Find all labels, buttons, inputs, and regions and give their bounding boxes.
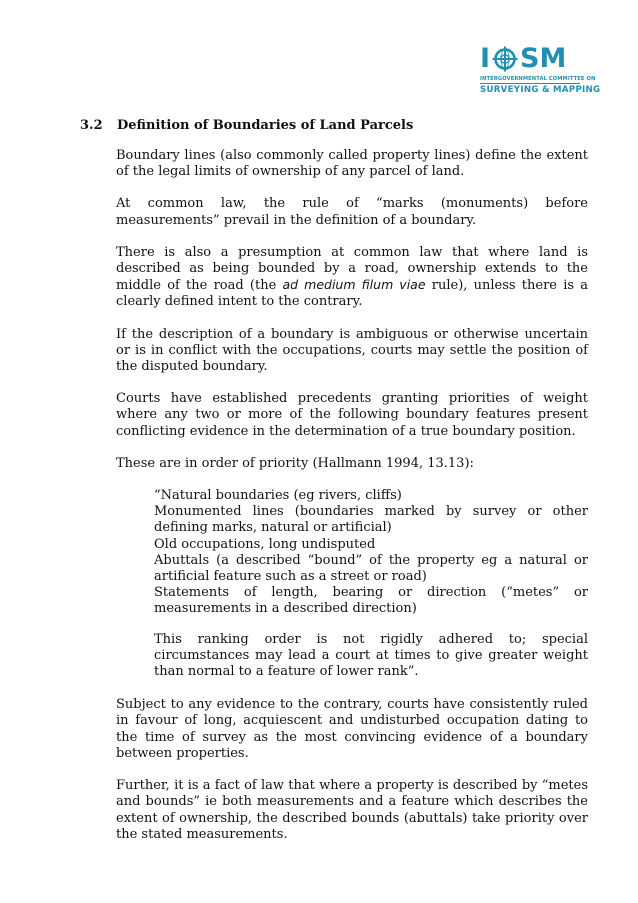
logo-wordmark <box>480 44 588 74</box>
priority-item-natural: “Natural boundaries (eg rivers, cliffs) <box>154 488 402 504</box>
crosshair-globe-icon <box>492 46 518 72</box>
paragraph-boundary-lines: Boundary lines (also commonly called property lines) define the extent of the legal limits of ownership of any parcel of land. <box>116 148 588 180</box>
paragraph-road-text-end: rule), unless there is a clearly defined intent to the contrary. <box>116 278 588 310</box>
paragraph-precedents: Courts have established precedents granting priorities of weight where any two or more of the following boundary features present conflicting evidence in the determination of a true boundary position. <box>116 391 588 439</box>
priority-note: This ranking order is not rigidly adhered to; special circumstances may lead a court at times to give greater weight than normal to a feature of lower rank”. <box>154 631 588 680</box>
paragraph-common-law-rule: At common law, the rule of “marks (monuments) before measurements” prevail in the definition of a boundary. <box>116 196 588 228</box>
logo-divider <box>480 83 580 84</box>
logo-subtitle-small: INTERGOVERNMENTAL COMMITTEE ON <box>480 76 596 82</box>
paragraph-ambiguous-description: If the description of a boundary is ambiguous or otherwise uncertain or is in conflict with the occupations, courts may settle the position of the disputed boundary. <box>116 326 588 375</box>
paragraph-metes-and-bounds: Further, it is a fact of law that where a property is described by “metes and bounds” ie both measurements and a feature which describes the extent of ownership, the described bounds (abuttals) take priority over the stated measurements. <box>116 778 588 842</box>
paragraph-priority-intro: These are in order of priority (Hallmann 1994, 13.13): <box>116 455 474 471</box>
document-body <box>116 148 588 859</box>
paragraph-road-text-start: There is also a presumption at common law that where land is described as being bounded by a road, ownership extends to the middle of the road (the <box>116 244 588 294</box>
logo-letters-sm: SM <box>520 43 567 74</box>
latin-term: ad medium filum viae <box>282 277 426 293</box>
section-title: Definition of Boundaries of Land Parcels <box>117 118 414 133</box>
paragraph-road-presumption <box>116 245 588 311</box>
paragraph-occupation-evidence: Subject to any evidence to the contrary, courts have consistently ruled in favour of long, acquiescent and undisturbed occupation dating to the time of survey as the most convincing evidence of a boundary between properties. <box>116 697 588 761</box>
section-heading <box>80 118 413 133</box>
logo-subtitle-large: SURVEYING & MAPPING <box>480 85 601 95</box>
priority-list <box>154 488 588 680</box>
logo-letter-i: I <box>480 43 491 74</box>
priority-item-statements: Statements of length, bearing or direction (“metes” or measurements in a described direction) <box>154 585 588 617</box>
section-number: 3.2 <box>80 118 103 133</box>
priority-item-monumented: Monumented lines (boundaries marked by survey or other defining marks, natural or artificial) <box>154 504 588 536</box>
priority-item-occupations: Old occupations, long undisputed <box>154 536 376 552</box>
priority-item-abuttals: Abuttals (a described “bound” of the property eg a natural or artificial feature such as a street or road) <box>154 552 588 585</box>
icsm-logo <box>480 43 601 95</box>
